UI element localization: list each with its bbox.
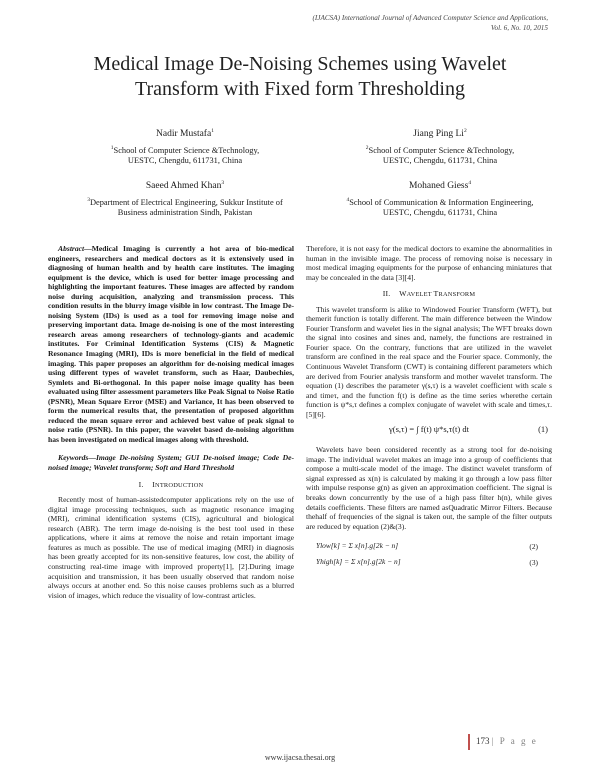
equation-2 [306, 539, 552, 555]
abstract [48, 244, 294, 444]
author-affiliation: School of Communication & Information Engineering, [349, 197, 534, 207]
author-sup: 4 [468, 180, 472, 186]
abstract-text: —Medical Imaging is currently a hot area of bio-medical engineers, researchers and medical doctors as it is extensively used in diagnosing of human health and by health care institutes. The imaging equipment is the device, which is used for better image processing and highlighting the important features. These images are affected by random noise during acquisition, analyzing and transmission process. This condition results in the blurry image visible in low contrast. The Image De-noising System (IDs) is used as a tool for removing image noise and preserving important data. Image de-noising is one of the most interesting research areas among researchers of technology-giants and academic institutes. For Criminal Identification Systems (CIS) & Magnetic Resonance Imaging (MRI), IDs is more beneficial in the field of medical imaging. This paper proposes an algorithm for de-noising medical images using different types of wavelet transform, such as Haar, Daubechies, Symlets and Bi-orthogonal. In this paper noise image quality has been evaluated using filter assessment parameters like Peak Signal to Noise Ratio (PSNR), Mean Square Error (MSE) and Variance, It has been observed to form the numerical results that, the presentation of proposed algorithm reduced the mean square error and achieved best value of peak signal to noise ratio (PSNR). In this paper, the wavelet based de-noising algorithm has been investigated on medical images along with threshold. [48, 244, 294, 444]
left-column [48, 244, 294, 600]
equation-1-body: γ(s,τ) = ∫ f(t) ψ*s,τ(t) dt [389, 424, 469, 435]
author-affiliation-city: UESTC, Chengdu, 611731, China [127, 155, 243, 165]
author-sup: 2 [463, 128, 467, 134]
wavelet-paragraph-1: This wavelet transform is alike to Windowed Fourier Transform (WFT), but themerit function is totally different. The main difference between the Window Fourier Transform and wavelet lies in the signal analysis; The WFT breaks down the signal into cosines and sines and, namely, the functions are restrained in Fourier space. On the contrary, functions that are utilized in the wavelet transform are confined in the real space and the Fourier space. Commonly, the Continuous Wavelet Transform (CWT) is containing different parameters which are derived from Fourier analysis transform and mother wavelet transform. The equation (1) describes the parameter γ(s,τ) is a wavelet coefficient with scale s and timeτ, and the function f(t) is define as the time series wherethe certain function is ψ*s,τ defines a complex conjugate of wavelet with scale and times,τ.[5][6]. [306, 304, 552, 419]
author-sup: 3 [221, 180, 225, 186]
section-heading-introduction: I. INTRODUCTION [138, 479, 204, 489]
author-affiliation: School of Computer Science &Technology, [113, 145, 260, 155]
section-number: I. [138, 479, 144, 489]
section-heading-wavelet-transform: II. WAVELET TRANSFORM [382, 289, 476, 299]
wavelet-paragraph-2: Wavelets have been considered recently as a strong tool for de-noising image. The individual wavelet makes an image into a group of coefficients that compose a multi-scale model of the image. The distinct wavelet transform of signal expressed as x(n) is calculated by making it go through a low pass filter with impulse response g(n) as given an approximation coefficient. The signal is breaks down concurrently by the use of a high pass filter h(n), while gives details coefficients. These filters are named asQuadratic Mirror Filters. Because thehalf of frequencies of the signal is taken out, the sample of the filter outputs are reduced by equation (2)&(3). [306, 445, 552, 531]
affiliation-sup: 1 [110, 144, 114, 151]
page-number-value: 173 [476, 736, 490, 746]
author-sup: 1 [211, 128, 214, 134]
keywords [48, 453, 294, 472]
author-block-1 [55, 126, 315, 166]
paper-title [40, 52, 560, 102]
abstract-label: Abstract [58, 244, 85, 253]
author-block-4 [310, 178, 570, 218]
author-name: Nadir Mustafa [156, 129, 212, 140]
author-block-2 [310, 126, 570, 166]
equation-3-number: (3) [529, 558, 538, 568]
introduction-paragraph: Recently most of human-assistedcomputer applications rely on the use of digital image processing techniques, such as magnetic resonance imaging (MRI), criminal identification systems (CIS), agricultural and biological research (ABR). The term image de-noising is the best tool used in these applications, where it aims at remove the noise and retain important image features as much as possible. The use of medical imaging (MRI) in diagnosis has been greatly accepted for its non-sensitive features, low cost, the ability of constructing real-time image with improved property[1], [2].During image acquisition and transmission, it has been usually observed that random noise always occurs at another end. So this noise causes problems such as a blurred vision of images, which reduce the visuality of low-contrast articles. [48, 495, 294, 600]
affiliation-sup: 2 [365, 144, 369, 151]
author-affiliation: Department of Electrical Engineering, Sukkur Institute of [89, 197, 283, 207]
equation-1-number: (1) [538, 424, 548, 435]
keywords-text: —Image De-noising System; GUI De-noised image; Code De-noised image; Wavelet transform; Soft and Hard Threshold [48, 453, 294, 473]
page-label: | P a g e [491, 736, 538, 746]
paper-title-line1: Medical Image De-Noising Schemes using Wavelet [93, 53, 507, 75]
journal-name: (IJACSA) International Journal of Advanced Computer Science and Applications, [312, 14, 548, 22]
equation-1 [306, 423, 552, 439]
section-number: II. [382, 289, 391, 299]
affiliation-sup: 4 [346, 196, 350, 203]
affiliation-sup: 3 [87, 196, 90, 203]
author-affiliation: School of Computer Science &Technology, [368, 145, 515, 155]
intro-continuation-paragraph: Therefore, it is not easy for the medical doctors to examine the abnormalities in human in the invisible image. The process of removing noise is necessary in most medical imaging equipments for the purpose of enhancing miniatures that may be concealed in the data [3][4]. [306, 244, 552, 282]
journal-header [313, 14, 548, 33]
keywords-label: Keywords [58, 453, 89, 463]
author-affiliation-city: Business administration Sindh, Pakistan [117, 207, 253, 217]
equation-3 [306, 555, 552, 571]
author-affiliation-city: UESTC, Chengdu, 611731, China [382, 207, 498, 217]
paper-title-line2: Transform with Fixed form Thresholding [135, 78, 465, 100]
author-name: Jiang Ping Li [413, 129, 464, 140]
journal-volume: Vol. 6, No. 10, 2015 [490, 23, 548, 32]
equation-3-body: Yhigh[k] = Σ x[n].g[2k − n] [316, 557, 401, 567]
author-name: Saeed Ahmed Khan [145, 181, 222, 192]
right-column [306, 244, 552, 571]
footer-url: www.ijacsa.thesai.org [264, 753, 336, 762]
author-name: Mohaned Giess [408, 181, 469, 192]
equation-2-number: (2) [529, 542, 538, 552]
author-block-3 [55, 178, 315, 218]
author-affiliation-city: UESTC, Chengdu, 611731, China [382, 155, 498, 165]
page-number [476, 736, 538, 746]
footer-divider [468, 734, 470, 750]
equation-2-body: Ylow[k] = Σ x[n].g[2k − n] [316, 541, 399, 551]
